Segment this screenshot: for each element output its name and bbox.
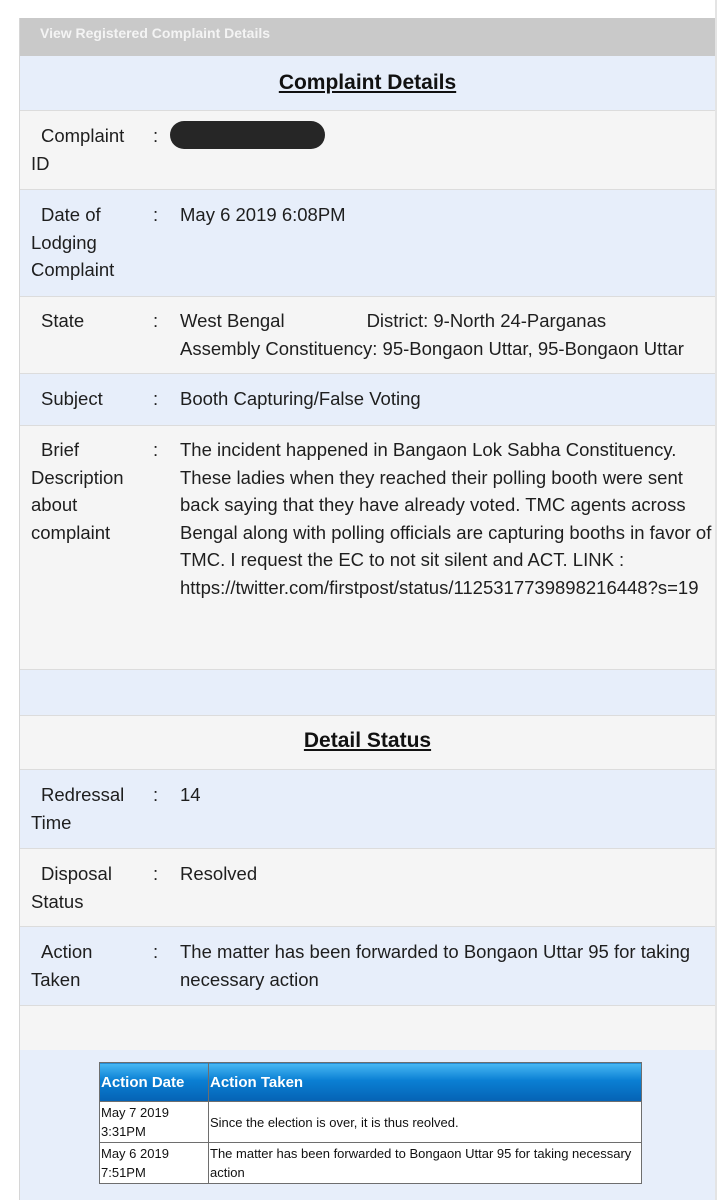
action-taken-colon: : — [153, 941, 159, 962]
page-left-border — [19, 18, 20, 1200]
date-of-lodging-value: May 6 2019 6:08PM — [180, 204, 346, 225]
date-of-lodging-colon: : — [153, 204, 159, 225]
redressal-time-value: 14 — [180, 784, 201, 805]
action-taken-cell: Since the election is over, it is thus reolved. — [209, 1102, 642, 1143]
disposal-status-colon: : — [153, 863, 159, 884]
date-of-lodging-label: Date of Lodging Complaint — [31, 204, 115, 280]
complaint-details-heading-row — [20, 56, 715, 111]
column-header-action-date: Action Date — [100, 1063, 209, 1102]
state-colon: : — [153, 310, 159, 331]
state-value — [180, 307, 712, 362]
detail-status-heading: Detail Status — [303, 729, 432, 752]
action-date-cell: May 6 2019 7:51PM — [100, 1143, 209, 1184]
column-header-action-taken: Action Taken — [209, 1063, 642, 1102]
page-header-title: View Registered Complaint Details — [40, 25, 271, 41]
district-value: District: 9-North 24-Parganas — [366, 310, 607, 331]
action-history-table — [99, 1062, 642, 1184]
assembly-constituency-value: Assembly Constituency: 95-Bongaon Uttar, 95-Bongaon Uttar — [180, 337, 684, 359]
state-name: West Bengal — [180, 310, 285, 331]
table-row — [100, 1102, 642, 1143]
complaint-id-colon: : — [153, 125, 159, 146]
action-taken-cell: The matter has been forwarded to Bongaon Uttar 95 for taking necessary action — [209, 1143, 642, 1184]
brief-description-value: The incident happened in Bangaon Lok Sabha Constituency. These ladies when they reached their polling booth were sent back saying that they have already voted. TMC agents across Bengal along with polling officials are capturing booths in favor of TMC. I request the EC to not sit silent and ACT. LINK : https://twitter.com/firstpost/status/1125317739898216448?s=19 — [180, 439, 712, 598]
disposal-status-label: Disposal Status — [31, 863, 112, 912]
subject-colon: : — [153, 388, 159, 409]
table-row — [100, 1143, 642, 1184]
redressal-time-row — [20, 770, 715, 849]
redressal-time-label: Redressal Time — [31, 784, 125, 833]
state-label: State — [41, 310, 85, 331]
action-taken-row — [20, 927, 715, 1006]
disposal-status-value: Resolved — [180, 863, 258, 884]
detail-status-heading-row — [20, 716, 715, 770]
subject-label: Subject — [41, 388, 103, 409]
state-row — [20, 297, 715, 374]
spacer-row — [20, 670, 715, 716]
action-history-section — [20, 1050, 715, 1200]
complaint-id-label: Complaint ID — [31, 125, 125, 174]
action-date-cell: May 7 2019 3:31PM — [100, 1102, 209, 1143]
action-taken-label: Action Taken — [31, 941, 93, 990]
brief-description-row — [20, 426, 715, 670]
action-history-header-row — [100, 1063, 642, 1102]
action-taken-value: The matter has been forwarded to Bongaon Uttar 95 for taking necessary action — [180, 941, 691, 990]
spacer-row-2 — [20, 1006, 715, 1050]
page-header-bar — [20, 18, 715, 56]
date-of-lodging-row — [20, 190, 715, 297]
complaint-details-heading: Complaint Details — [278, 71, 457, 94]
brief-description-colon: : — [153, 439, 159, 460]
disposal-status-row — [20, 849, 715, 927]
subject-value: Booth Capturing/False Voting — [180, 388, 421, 409]
brief-description-label: Brief Description about complaint — [31, 439, 124, 543]
subject-row — [20, 374, 715, 426]
redacted-complaint-id — [170, 121, 325, 149]
redressal-time-colon: : — [153, 784, 159, 805]
complaint-id-row — [20, 111, 715, 190]
